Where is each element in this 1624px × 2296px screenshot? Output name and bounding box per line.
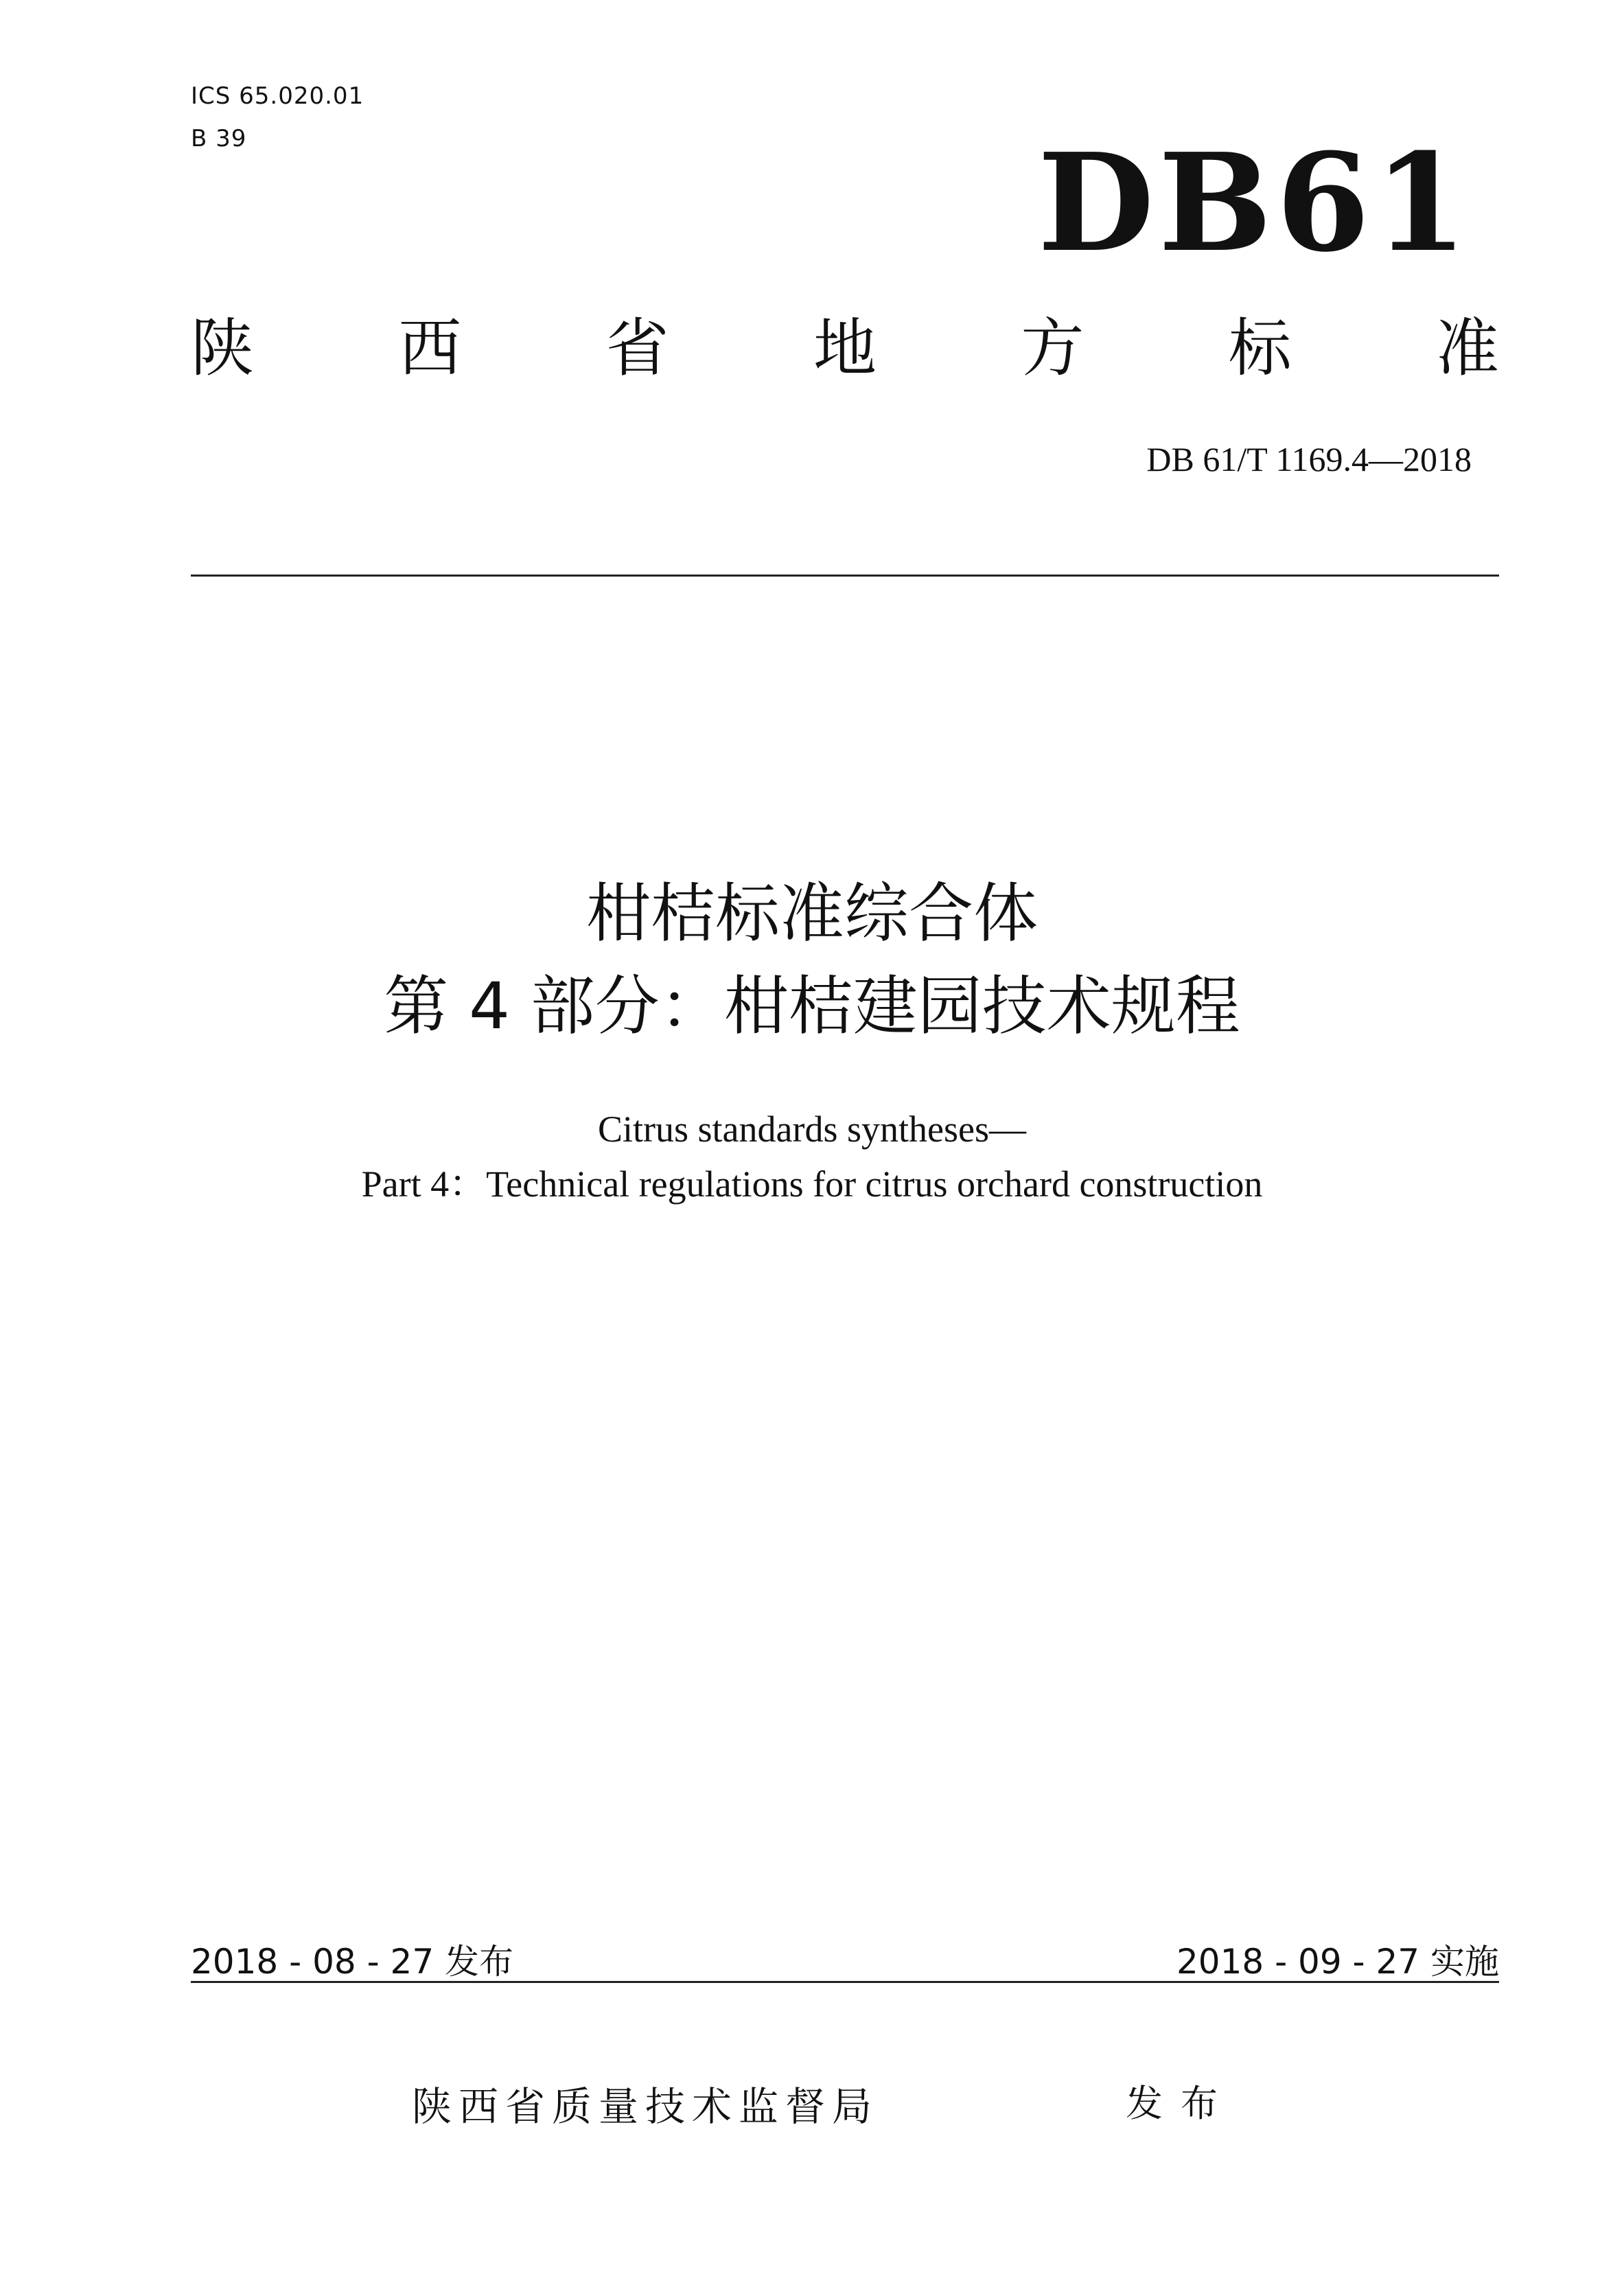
db61-logo: DB61	[1037, 124, 1472, 282]
issuing-authority: 陕西省质量技术监督局	[412, 2083, 879, 2130]
publish-label: 发布	[1126, 2082, 1236, 2125]
standard-type-heading	[191, 312, 1499, 385]
standard-type-char: 西	[398, 312, 462, 385]
standard-type-char: 方	[1021, 312, 1084, 385]
standard-type-char: 陕	[191, 312, 255, 385]
english-title-line-2: Part 4：Technical regulations for citrus orchard construction	[361, 1163, 1263, 1205]
issue-date: 2018 - 08 - 27 发布	[191, 1942, 514, 1982]
ccs-code: B 39	[191, 125, 247, 152]
implementation-date: 2018 - 09 - 27 实施	[1176, 1942, 1499, 1982]
chinese-title-line-2: 第 4 部分：柑桔建园技术规程	[384, 969, 1240, 1044]
standard-type-char: 省	[605, 312, 669, 385]
standard-type-char: 准	[1435, 312, 1499, 385]
standard-type-char: 地	[813, 312, 877, 385]
english-title-line-1: Citrus standards syntheses—	[598, 1109, 1026, 1150]
standard-type-char: 标	[1228, 312, 1292, 385]
header-divider	[191, 575, 1499, 577]
chinese-title-line-1: 柑桔标准综合体	[585, 877, 1038, 951]
ics-code: ICS 65.020.01	[191, 82, 364, 110]
footer-divider	[191, 1981, 1499, 1983]
standard-number: DB 61/T 1169.4—2018	[1146, 440, 1472, 478]
